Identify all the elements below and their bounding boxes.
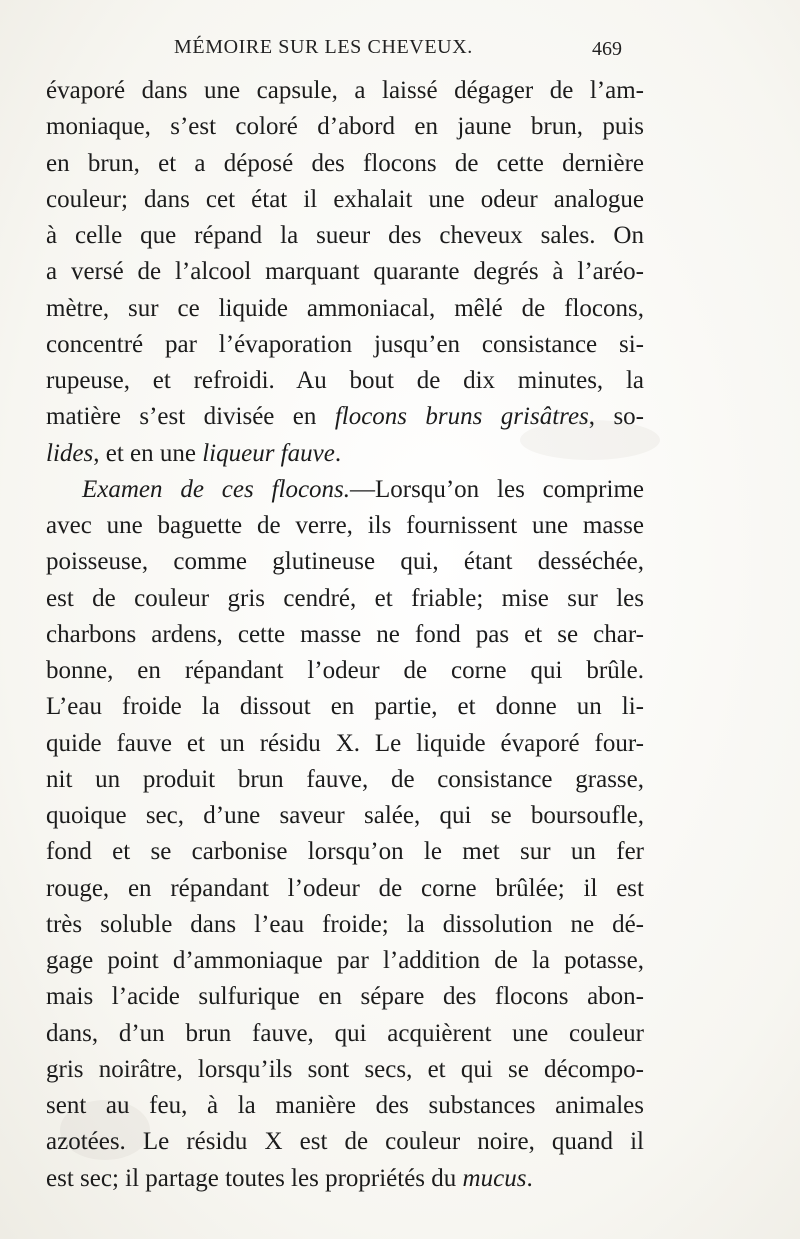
text-line: gage point d’ammoniaque par l’addition de la potasse, [46,947,644,974]
text-line: fond et se carbonise lorsqu’on le met sur un fer [46,838,644,866]
italic-phrase: mucus [462,1164,527,1192]
text-line: rupeuse, et refroidi. Au bout de dix minutes, la [46,367,644,394]
text-line: charbons ardens, cette masse ne fond pas et se char- [46,620,644,648]
page-number: 469 [592,38,622,60]
text-line: très soluble dans l’eau froide; la dissolution ne dé- [46,910,644,938]
text-line: matière s’est divisée en flocons bruns grisâtres, so- [46,403,644,431]
text-line: mais l’acide sulfurique en sépare des flocons abon- [46,983,644,1011]
text-line: sent au feu, à la manière des substances animales [46,1092,644,1119]
section-heading: Examen de ces flocons. [82,475,351,503]
text-line: moniaque, s’est coloré d’abord en jaune brun, puis [46,113,644,141]
text-line: en brun, et a déposé des flocons de cette dernière [46,149,644,177]
italic-phrase: flocons bruns grisâtres [334,403,589,431]
text-line: est sec; il partage toutes les propriétés du mucus. [46,1164,533,1192]
italic-phrase: lides [46,439,94,467]
text-line: rouge, en répandant l’odeur de corne brûlée; il est [46,874,644,902]
text-line: est de couleur gris cendré, et friable; mise sur les [46,584,644,612]
text-line: à celle que répand la sueur des cheveux sales. On [46,222,644,249]
text-line: gris noirâtre, lorsqu’ils sont secs, et qui se décompo- [46,1055,644,1083]
text-line: L’eau froide la dissout en partie, et donne un li- [46,693,644,721]
text-line: quide fauve et un résidu X. Le liquide évaporé four- [46,729,644,757]
body-text [46,73,644,1197]
section-heading-line: Examen de ces flocons.—Lorsqu’on les comprime [82,475,644,503]
text-line: nit un produit brun fauve, de consistance grasse, [46,765,644,793]
text-line: concentré par l’évaporation jusqu’en consistance si- [46,330,644,358]
text-line: avec une baguette de verre, ils fournissent une masse [46,512,644,539]
text-line: bonne, en répandant l’odeur de corne qui brûle. [46,657,644,684]
text-line: couleur; dans cet état il exhalait une odeur analogue [46,185,644,213]
text-line: a versé de l’alcool marquant quarante degrés à l’aréo- [46,258,644,286]
text-line: azotées. Le résidu X est de couleur noire, quand il [46,1128,644,1156]
text-line: évaporé dans une capsule, a laissé dégager de l’am- [46,77,644,104]
running-title: MÉMOIRE SUR LES CHEVEUX. [174,36,473,58]
italic-phrase: liqueur fauve [202,439,335,467]
text-line: quoique sec, d’une saveur salée, qui se boursoufle, [46,802,644,829]
text-line: poisseuse, comme glutineuse qui, étant desséchée, [46,548,644,576]
text-line: lides, et en une liqueur fauve. [46,439,342,467]
text-line: dans, d’un brun fauve, qui acquièrent une couleur [46,1019,644,1047]
text-line: mètre, sur ce liquide ammoniacal, mêlé de flocons, [46,294,644,322]
running-head [0,36,800,66]
